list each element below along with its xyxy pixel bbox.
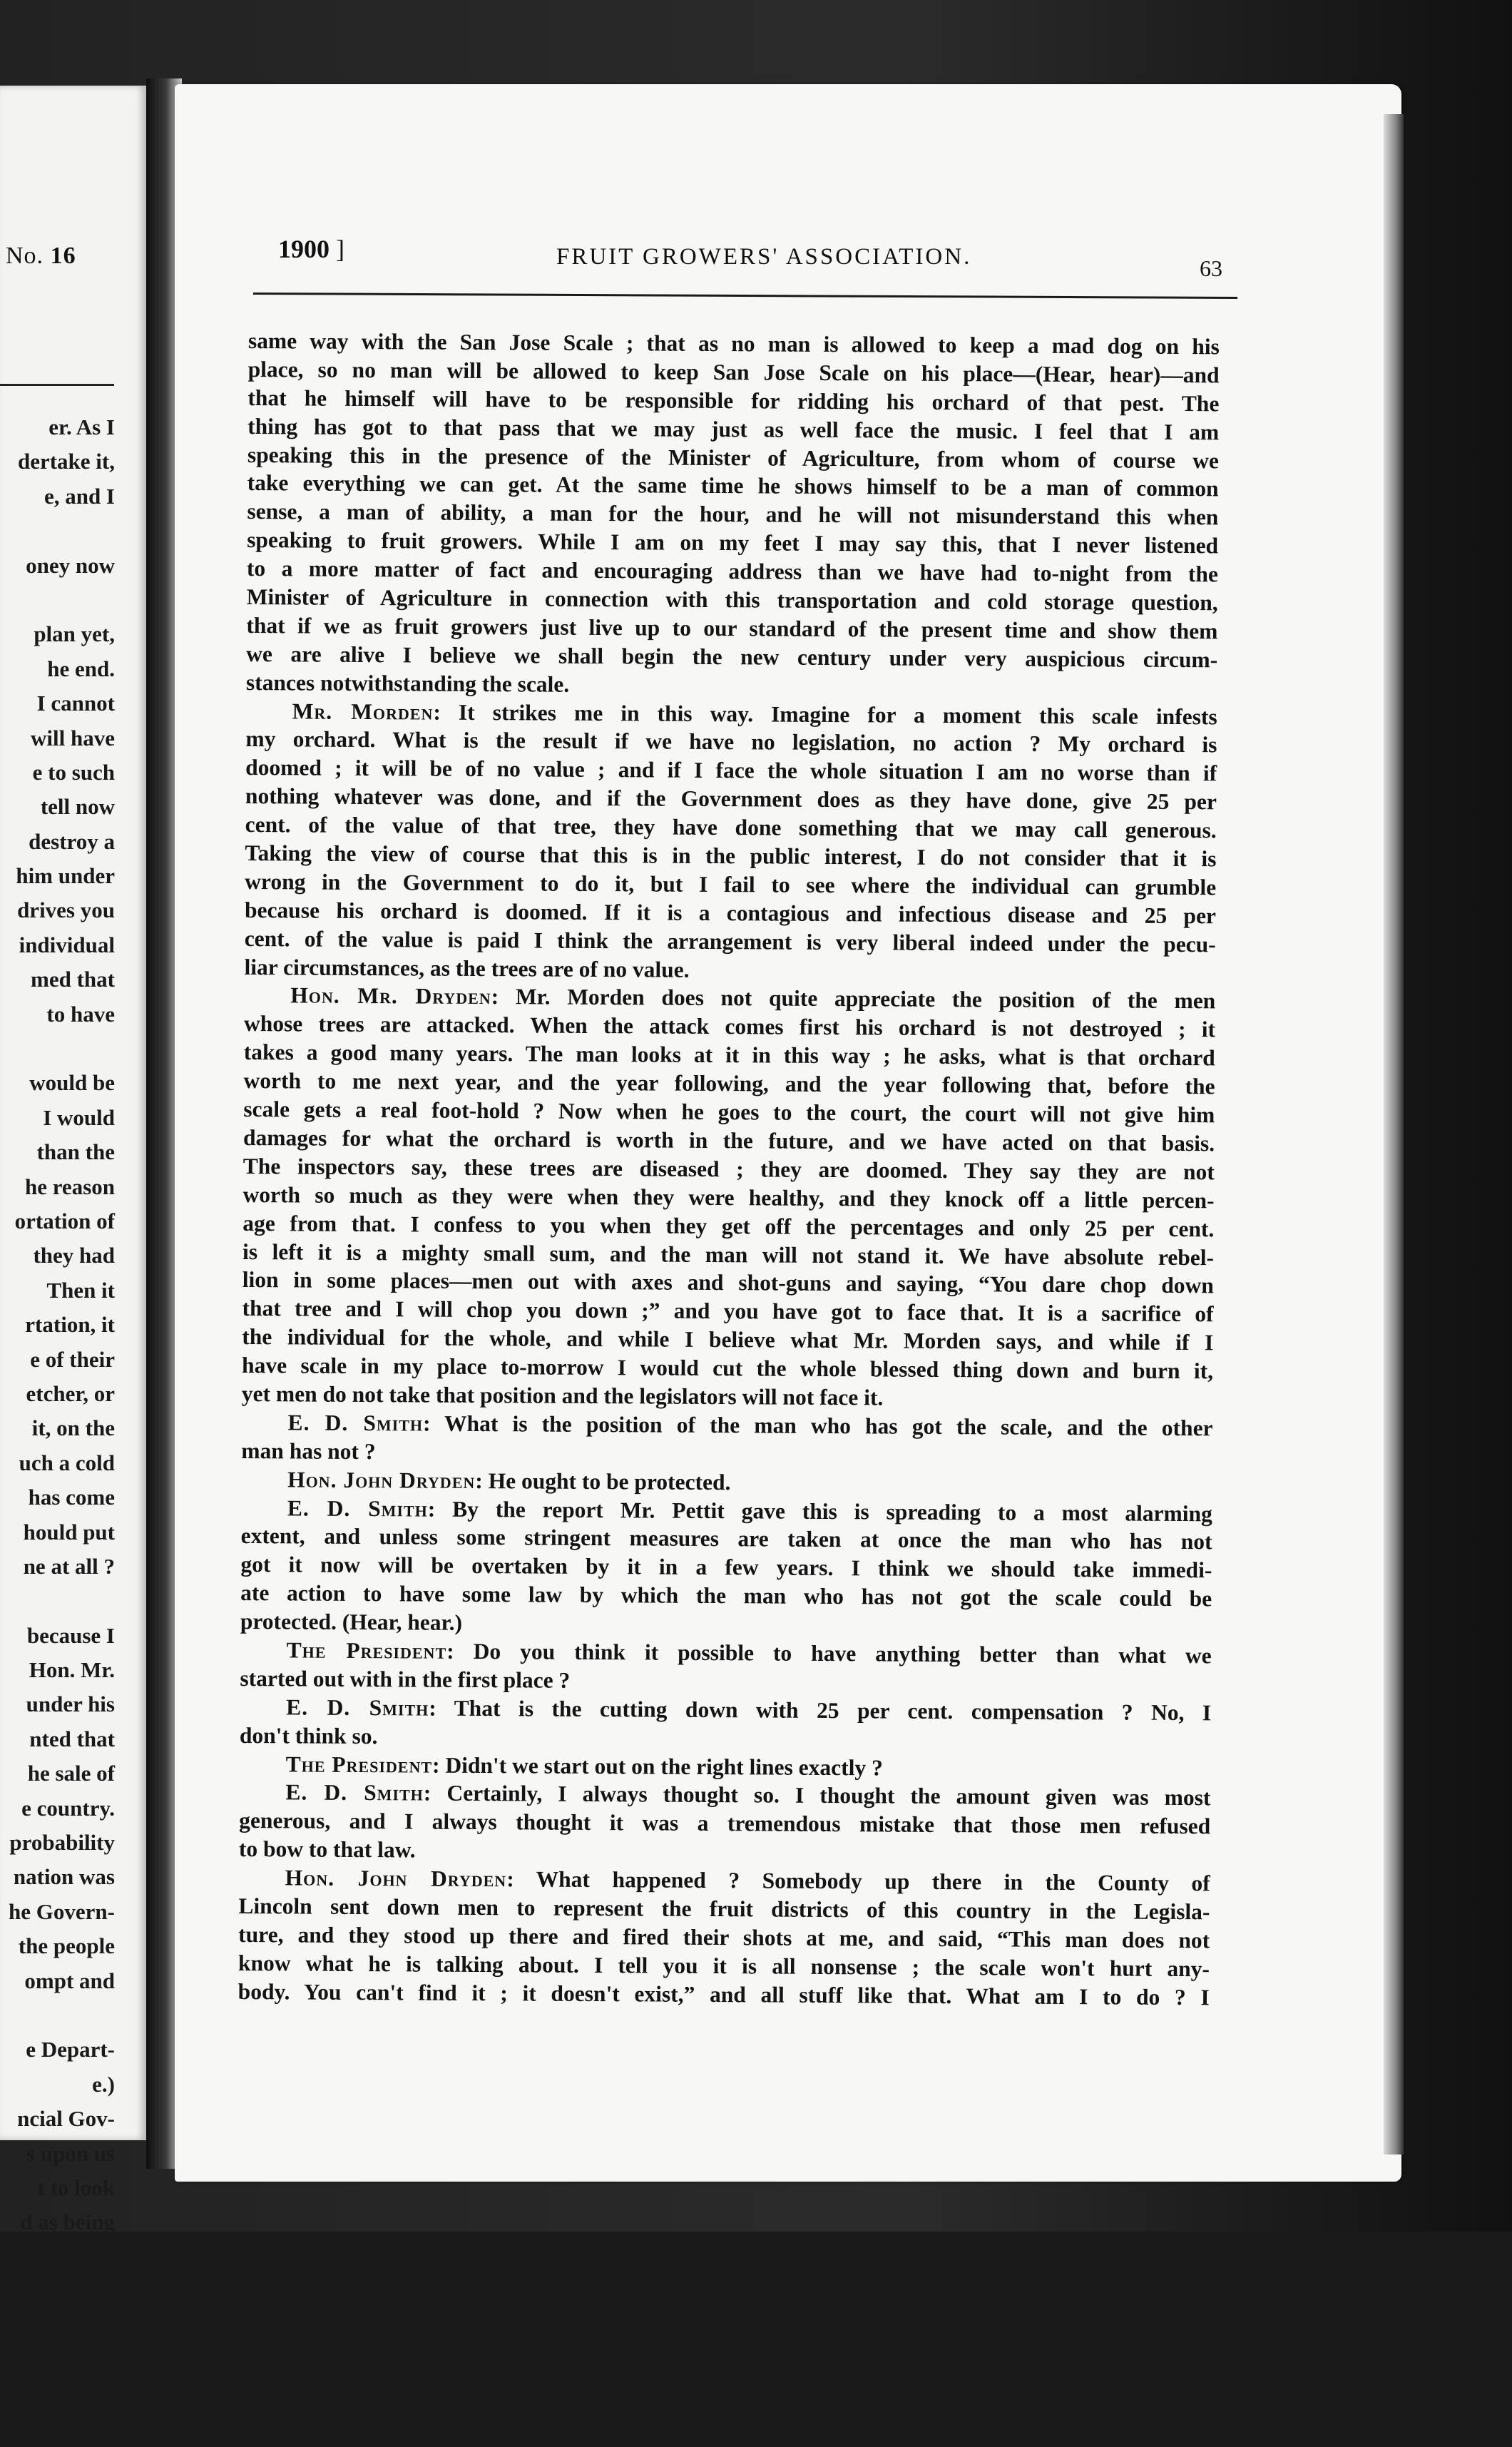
previous-page-line: he sale of	[27, 1761, 115, 1786]
previous-page-running-head	[6, 243, 76, 270]
line-text: doomed ; it will be of no value ; and if I face the whole situation I am no worse than if	[245, 755, 1217, 786]
line-text: we are alive I believe we shall begin the new century under very auspicious circum-	[246, 641, 1218, 673]
line-text: man has not ?	[241, 1438, 376, 1464]
previous-page-line: him under	[16, 863, 115, 889]
page-number: 63	[1200, 255, 1222, 281]
previous-page-line: e to such	[32, 759, 115, 785]
previous-page-line: destroy a	[29, 828, 115, 854]
line-text: don't think so.	[239, 1722, 378, 1749]
line-text: age from that. I confess to you when they get off the percentages and only 25 per cent.	[242, 1210, 1215, 1241]
previous-page-line: will have	[31, 725, 115, 751]
previous-page-line	[0, 1998, 115, 2033]
line-text: whose trees are attacked. When the attack comes first his orchard is not destroyed ; it	[243, 1011, 1216, 1042]
previous-page-line: e, and I	[44, 483, 115, 509]
line-text: thing has got to that pass that we may just as well face the music. I feel that I am	[247, 413, 1220, 444]
previous-page-line: t, that we	[26, 2244, 115, 2269]
speaker-paragraph-line	[241, 1408, 1212, 1443]
previous-page-line	[0, 1032, 115, 1066]
line-text: : That is the cutting down with 25 per cent. compensation ? No, I	[429, 1695, 1212, 1726]
line-text: that if we as fruit growers just live up to our standard of the present time and show them	[246, 612, 1218, 644]
speaker-name: Hon. John Dryden	[285, 1865, 507, 1892]
previous-page-line: under his	[26, 1691, 115, 1717]
previous-page-line: would be	[29, 1070, 115, 1096]
line-text: extent, and unless some stringent measures are taken at once the man who has not	[240, 1523, 1212, 1555]
line-text: generous, and I always thought it was a tremendous mistake that those men refused	[239, 1808, 1211, 1839]
speaker-name: E. D. Smith	[286, 1694, 429, 1721]
previous-page-line	[0, 1584, 115, 1618]
line-text: : He ought to be protected.	[475, 1467, 731, 1495]
previous-page-line: uch a cold	[19, 1450, 115, 1475]
previous-page-line: e Depart-	[26, 2037, 115, 2062]
previous-page-text	[0, 410, 115, 2447]
previous-page-line: because I	[26, 1622, 115, 1648]
line-text: wrong in the Government to do it, but I fail to see where the individual can grumble	[245, 868, 1217, 900]
line-text: Taking the view of course that this is in the public interest, I do not consider that it is	[245, 840, 1217, 872]
line-text: got it now will be overtaken by it in a few years. I think we should take immedi-	[240, 1552, 1212, 1583]
previous-page-line: er. As I	[48, 414, 115, 439]
previous-page-running-head-prefix: No.	[6, 243, 44, 269]
previous-page-line: they had	[33, 1243, 115, 1268]
previous-page-line: ke its place	[10, 2313, 115, 2339]
line-text: take everything we can get. At the same time he shows himself to be a man of common	[247, 470, 1219, 502]
previous-page-line: hould put	[23, 1519, 115, 1545]
line-text: Lincoln sent down men to represent the fruit districts of this country in the Legisla-	[238, 1893, 1210, 1925]
line-text: that he himself will have to be responsible for ridding his orchard of that pest. The	[247, 385, 1220, 417]
line-text: speaking this in the presence of the Minister of Agriculture, from whom of course we	[247, 442, 1219, 473]
previous-page-line: ne at all ?	[23, 1553, 115, 1579]
previous-page-line: rtation, it	[25, 1312, 115, 1338]
line-text: worth so much as they were when they were healthy, and they knock off a little percen-	[242, 1181, 1215, 1214]
previous-page-line: it, on the	[31, 1415, 115, 1441]
previous-page-line: than the	[36, 1139, 115, 1165]
line-text: have scale in my place to-morrow I would cut the whole blessed thing down and burn it,	[242, 1353, 1214, 1384]
previous-page-line: drives you	[17, 897, 115, 923]
previous-page-line: I cannot	[36, 691, 115, 716]
previous-page-line: med that	[31, 967, 115, 992]
line-text: ture, and they stood up there and fired their shots at me, and said, “This man does not	[238, 1921, 1210, 1953]
previous-page-line: to have	[46, 1001, 115, 1027]
running-head-title: FRUIT GROWERS' ASSOCIATION.	[556, 244, 972, 270]
previous-page-line: individual	[19, 932, 115, 957]
line-text: : Didn't we start out on the right lines exactly ?	[431, 1752, 883, 1781]
line-text: cent. of the value of that tree, they have done something that we may call generous.	[245, 812, 1217, 843]
previous-page-line	[0, 583, 115, 617]
previous-page-line: xactly the	[23, 2416, 115, 2442]
line-text: stances notwithstanding the scale.	[245, 669, 570, 697]
previous-page-line: ortation of	[14, 1208, 115, 1233]
previous-page-line: d as being	[20, 2209, 115, 2235]
line-text: takes a good many years. The man looks at it in this way ; he asks, what is that orchard	[243, 1039, 1215, 1071]
previous-page-line: ompt and	[24, 1968, 115, 1993]
previous-page-line: e.)	[92, 2071, 115, 2097]
speaker-paragraph-line	[240, 1693, 1211, 1727]
line-text: scale gets a real foot-hold ? Now when he goes to the court, the court will not give him	[243, 1097, 1215, 1128]
previous-page-line: s upon us	[26, 2140, 115, 2166]
previous-page-line	[0, 514, 115, 548]
speaker-name: Hon. Mr. Dryden	[290, 982, 491, 1009]
line-text: damages for what the orchard is worth in the future, and we have acted on that basis.	[242, 1124, 1215, 1156]
line-text: : Do you think it possible to have anything better than what we	[446, 1638, 1212, 1669]
previous-page-line: t to look	[37, 2174, 115, 2200]
line-text: nothing whatever was done, and if the Government does as they have done, give 25 per	[245, 783, 1217, 815]
speaker-name: Mr. Morden	[292, 698, 434, 725]
line-text: to bow to that law.	[238, 1836, 416, 1863]
page-body-text	[238, 327, 1220, 2012]
speaker-name: E. D. Smith	[287, 1495, 428, 1522]
body-line	[238, 1978, 1210, 2012]
line-text: yet men do not take that position and the legislators will not face it.	[241, 1380, 884, 1410]
line-text: the individual for the whole, and while I believe what Mr. Morden says, and while if I	[242, 1324, 1214, 1355]
line-text: : Mr. Morden does not quite appreciate the position of the men	[491, 984, 1216, 1014]
line-text: : By the report Mr. Pettit gave this is spreading to a most alarming	[427, 1496, 1212, 1526]
previous-page-number: 16	[50, 243, 76, 269]
line-text: is left it is a mighty small sum, and the man will not stand it. We have absolute rebel-	[242, 1238, 1215, 1270]
line-text: speaking to fruit growers. While I am on my feet I may say this, that I never listened	[247, 527, 1219, 559]
running-head	[278, 234, 1222, 281]
line-text: body. You can't find it ; it doesn't exist,” and all stuff like that. What am I to do ? I	[237, 1978, 1210, 2010]
previous-page-line: e of their	[30, 1346, 115, 1372]
line-text: my orchard. What is the result if we have no legislation, no action ? My orchard is	[245, 726, 1217, 758]
line-text: sense, a man of ability, a man for the hour, and he will not misunderstand this when	[247, 499, 1219, 530]
line-text: cent. of the value is paid I think the arrangement is very liberal indeed under the pecu-	[244, 925, 1216, 957]
page-edge-shadow	[1384, 114, 1404, 2155]
previous-page-line: nted that	[29, 1726, 115, 1751]
previous-page-line: Hon. Mr.	[29, 1657, 115, 1683]
line-text: : It strikes me in this way. Imagine for a moment this scale infests	[433, 699, 1217, 729]
previous-page-line: the people	[18, 1933, 115, 1959]
line-text: that tree and I will chop you down ;” and you have got to face that. It is a sacrifice of	[242, 1296, 1214, 1327]
previous-page-line: ncial Gov-	[17, 2106, 115, 2132]
line-text: liar circumstances, as the trees are of no value.	[244, 954, 690, 982]
previous-page-line: oney now	[26, 552, 115, 578]
line-text: worth to me next year, and the year following, and the year following that, before the	[243, 1068, 1215, 1099]
line-text: The inspectors say, these trees are diseased ; they are doomed. They say they are not	[242, 1153, 1215, 1185]
speaker-name: Hon. John Dryden	[287, 1466, 476, 1493]
speaker-name: E. D. Smith	[287, 1410, 424, 1436]
line-text: know what he is talking about. I tell you it is all nonsense ; the scale won't hurt any-	[237, 1950, 1210, 1982]
speaker-name: The President	[286, 1637, 447, 1664]
line-text: Minister of Agriculture in connection with this transportation and cold storage question,	[246, 584, 1218, 616]
line-text: started out with in the first place ?	[240, 1665, 571, 1693]
previous-page-line: tell now	[40, 794, 115, 820]
previous-page-head-rule	[0, 384, 114, 386]
previous-page-line: probability	[9, 1830, 115, 1856]
line-text: protected. (Hear, hear.)	[240, 1609, 463, 1635]
line-text: : Certainly, I always thought so. I thought the amount given was most	[423, 1780, 1211, 1811]
line-text: lion in some places—men out with axes and shot-guns and saying, “You dare chop down	[242, 1267, 1214, 1298]
running-head-year: 1900 ]	[278, 235, 344, 263]
previous-page-line: nation was	[13, 1864, 115, 1890]
line-text: place, so no man will be allowed to keep San Jose Scale on his place—(Hear, hear)—and	[247, 356, 1220, 388]
previous-page-line: etcher, or	[26, 1380, 115, 1406]
line-text: : What happened ? Somebody up there in the County of	[506, 1866, 1210, 1896]
line-text: to a more matter of fact and encouraging address than we have had to-night from the	[246, 556, 1219, 587]
previous-page-line: has come	[28, 1485, 115, 1510]
previous-page-line: e country.	[21, 1795, 115, 1821]
previous-page-line: he end.	[47, 656, 115, 681]
previous-page-line: me in ex-	[29, 2279, 115, 2304]
line-text: same way with the San Jose Scale ; that as no man is allowed to keep a mad dog on his	[247, 327, 1220, 360]
previous-page-line: he Govern-	[9, 1898, 115, 1924]
line-text: ate action to have some law by which the man who has not got the scale could be	[240, 1580, 1212, 1612]
previous-page-line: d have to	[29, 2382, 115, 2408]
previous-page-line: dertake it,	[17, 449, 115, 474]
previous-page-line: our house,	[16, 2347, 115, 2373]
previous-page	[0, 86, 146, 2442]
previous-page-line: Then it	[46, 1277, 115, 1303]
previous-page-line: I would	[43, 1104, 115, 1130]
previous-page-line: he reason	[24, 1174, 115, 1199]
previous-page-line: plan yet,	[34, 621, 115, 647]
speaker-name: E. D. Smith	[285, 1779, 424, 1806]
line-text: because his orchard is doomed. If it is a contagious and infectious disease and 25 per	[244, 897, 1217, 929]
speaker-name: The President	[285, 1751, 433, 1778]
line-text: : What is the position of the man who has got the scale, and the other	[422, 1410, 1213, 1441]
